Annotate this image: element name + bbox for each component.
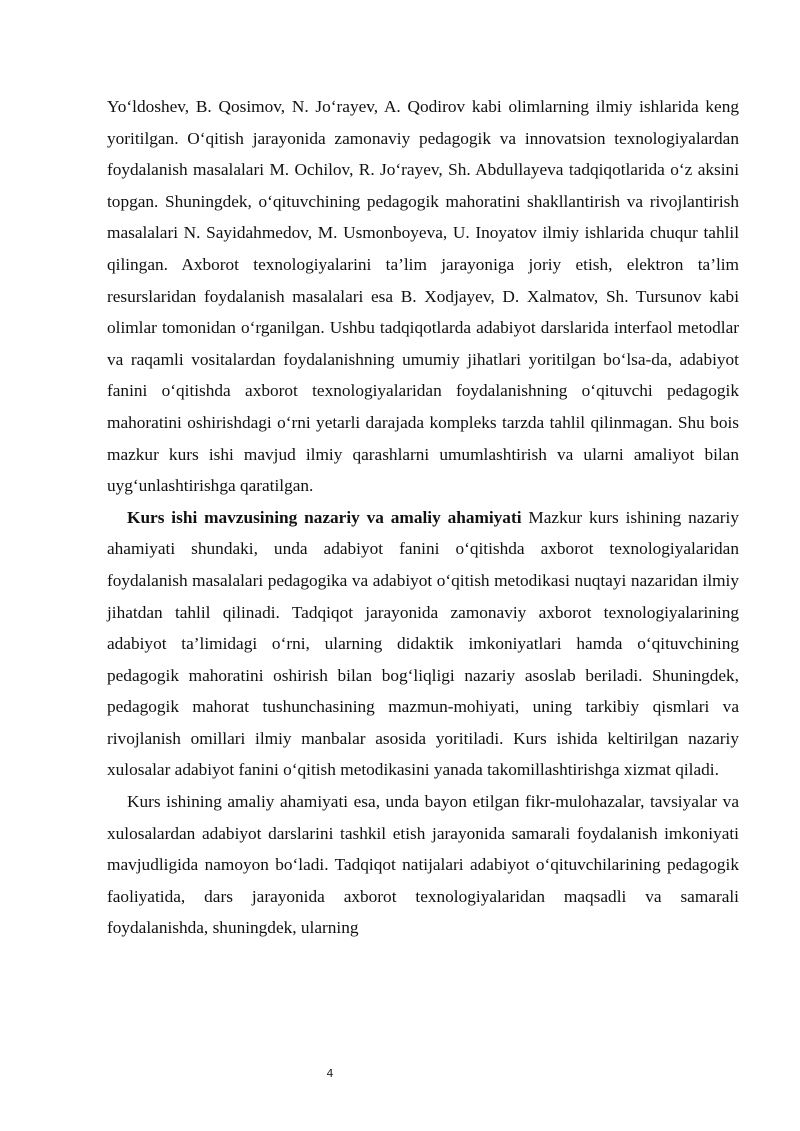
document-page (107, 91, 739, 944)
page-number: 4 (326, 1067, 334, 1080)
paragraph-practical-significance: Kurs ishining amaliy ahamiyati esa, unda bayon etilgan fikr-mulohazalar, tavsiyalar va xulosalardan adabiyot darslarini tashkil etish jarayonida samarali foydalanish imkoniyati mavjudligida namoyon bo‘ladi. Tadqiqot natijalari adabiyot o‘qituvchilarining pedagogik faoliyatida, dars jarayonida axborot texnologiyalaridan maqsadli va samarali foydalanishda, shuningdek, ularning (107, 792, 739, 938)
paragraph-theoretical-significance (107, 502, 739, 786)
paragraph-literature-review: Yo‘ldoshev, B. Qosimov, N. Jo‘rayev, A. Qodirov kabi olimlarning ilmiy ishlarida keng yoritilgan. O‘qitish jarayonida zamonaviy pedagogik va innovatsion texnologiyalardan foydalanish masalalari M. Ochilov, R. Jo‘rayev, Sh. Abdullayeva tadqiqotlarida o‘z aksini topgan. Shuningdek, o‘qituvchining pedagogik mahoratini shakllantirish va rivojlantirish masalalari N. Sayidahmedov, M. Usmonboyeva, U. Inoyatov ilmiy ishlarida chuqur tahlil qilingan. Axborot texnologiyalarini ta’lim jarayoniga joriy etish, elektron ta’lim resurslaridan foydalanish masalalari esa B. Xodjayev, D. Xalmatov, Sh. Tursunov kabi olimlar tomonidan o‘rganilgan. Ushbu tadqiqotlarda adabiyot darslarida interfaol metodlar va raqamli vositalardan foydalanishning umumiy jihatlari yoritilgan bo‘lsa-da, adabiyot fanini o‘qitishda axborot texnologiyalaridan foydalanishning o‘qituvchi pedagogik mahoratini oshirishdagi o‘rni yetarli darajada kompleks tarzda tahlil qilinmagan. Shu bois mazkur kurs ishi mavjud ilmiy qarashlarni umumlashtirish va ularni amaliyot bilan uyg‘unlashtirishga qaratilgan. (107, 97, 739, 496)
paragraph-theoretical-body: Mazkur kurs ishining nazariy ahamiyati shundaki, unda adabiyot fanini o‘qitishda axborot texnologiyalaridan foydalanish masalalari pedagogika va adabiyot o‘qitish metodikasi nuqtayi nazaridan ilmiy jihatdan tahlil qilinadi. Tadqiqot jarayonida zamonaviy axborot texnologiyalarining adabiyot ta’limidagi o‘rni, ularning didaktik imkoniyatlari hamda o‘qituvchining pedagogik mahoratini oshirish bilan bog‘liqligi nazariy asoslab beriladi. Shuningdek, pedagogik mahorat tushunchasining mazmun-mohiyati, uning tarkibiy qismlari va rivojlanish omillari ilmiy manbalar asosida yoritiladi. Kurs ishida keltirilgan nazariy xulosalar adabiyot fanini o‘qitish metodikasini yanada takomillashtirishga xizmat qiladi. (107, 507, 740, 780)
section-heading-significance: Kurs ishi mavzusining nazariy va amaliy ahamiyati (127, 507, 522, 527)
